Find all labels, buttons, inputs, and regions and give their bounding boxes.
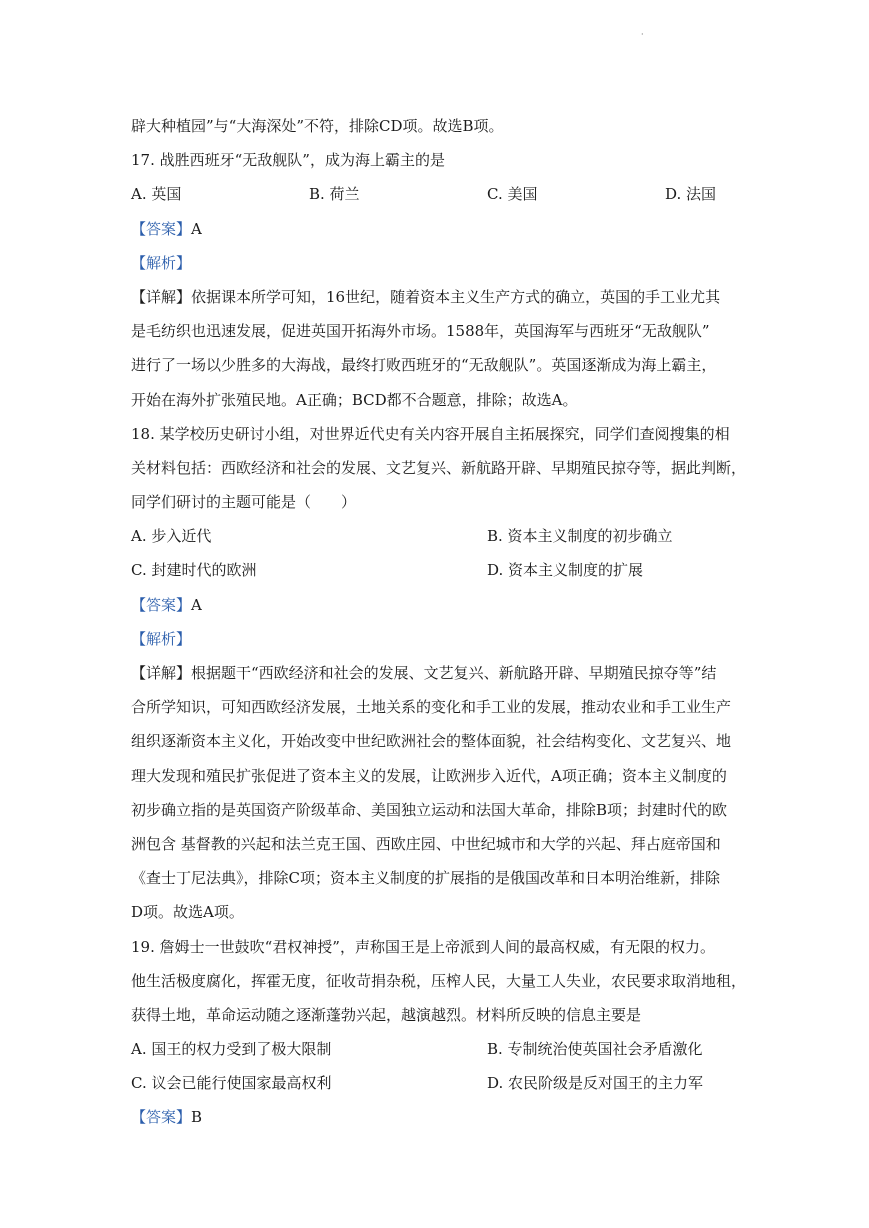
option-d: D. 农民阶级是反对国王的主力军 (487, 1074, 704, 1093)
question-19-options-row (131, 1066, 741, 1100)
question-17-options (131, 177, 741, 211)
question-17-detail-line (131, 280, 741, 314)
question-19-stem-line: 他生活极度腐化，挥霍无度，征收苛捐杂税，压榨人民，大量工人失业，农民要求取消地租， (131, 971, 747, 990)
option-c: C. 封建时代的欧洲 (131, 561, 257, 580)
question-18-detail-line: 初步确立指的是英国资产阶级革命、美国独立运动和法国大革命，排除B项；封建时代的欧 (131, 800, 728, 819)
question-18-detail-line: 合所学知识，可知西欧经济发展，土地关系的变化和手工业的发展，推动农业和手工业生产 (131, 698, 732, 717)
option-d: D. 法国 (665, 185, 717, 204)
question-18-options-row (131, 553, 741, 587)
analysis-tag: 【解析】 (131, 629, 192, 648)
question-19-stem-line: 19. 詹姆士一世鼓吹“君权神授”，声称国王是上帝派到人间的最高权威，有无限的权力。 (131, 937, 715, 956)
question-18-detail-line: 理大发现和殖民扩张促进了资本主义的发展，让欧洲步入近代，A项正确；资本主义制度的 (131, 766, 727, 785)
question-17-detail-line: 开始在海外扩张殖民地。A正确；BCD都不合题意，排除；故选A。 (131, 390, 578, 409)
answer-tag: 【答案】 (131, 219, 192, 238)
analysis-tag: 【解析】 (131, 253, 192, 272)
detail-tag: 【详解】 (131, 287, 192, 306)
question-18-answer (131, 588, 741, 622)
option-a: A. 步入近代 (131, 527, 212, 546)
question-18-detail-line: 洲包含 基督教的兴起和法兰克王国、西欧庄园、中世纪城市和大学的兴起、拜占庭帝国和 (131, 834, 721, 853)
answer-value: A (191, 595, 202, 614)
question-17-detail-line: 进行了一场以少胜多的大海战，最终打败西班牙的“无敌舰队”。英国逐渐成为海上霸主， (131, 356, 717, 375)
option-a: A. 英国 (131, 185, 182, 204)
question-17-detail-line: 是毛纺织也迅速发展，促进英国开拓海外市场。1588年，英国海军与西班牙“无敌舰队” (131, 322, 710, 341)
question-19-stem-line: 获得土地，革命运动随之逐渐蓬勃兴起，越演越烈。材料所反映的信息主要是 (131, 1005, 642, 1024)
answer-value: B (191, 1108, 203, 1127)
document-content (131, 109, 747, 1135)
answer-tag: 【答案】 (131, 1108, 192, 1127)
question-17-answer (131, 212, 741, 246)
question-17-analysis (131, 246, 741, 280)
detail-tag: 【详解】 (131, 664, 192, 682)
question-18-detail-line: 《查士丁尼法典》，排除C项；资本主义制度的扩展指的是俄国改革和日本明治维新，排除 (131, 869, 720, 888)
question-18-detail-line: 组织逐渐资本主义化，开始改变中世纪欧洲社会的整体面貌，社会结构变化、文艺复兴、地 (131, 732, 732, 751)
option-b: B. 荷兰 (309, 185, 360, 204)
question-18-detail-line (131, 656, 741, 690)
question-18-detail-line: D项。故选A项。 (131, 903, 244, 922)
detail-text: 依据课本所学可知，16世纪，随着资本主义生产方式的确立，英国的手工业尤其 (191, 287, 721, 306)
page-mark: · (641, 30, 644, 39)
option-c: C. 议会已能行使国家最高权利 (131, 1074, 332, 1093)
option-a: A. 国王的权力受到了极大限制 (131, 1040, 332, 1059)
question-19-options-row (131, 1032, 741, 1066)
option-d: D. 资本主义制度的扩展 (487, 561, 644, 580)
answer-value: A (191, 219, 202, 238)
question-18-options-row (131, 519, 741, 553)
answer-tag: 【答案】 (131, 595, 192, 614)
question-18-stem-line: 18. 某学校历史研讨小组，对世界近代史有关内容开展自主拓展探究，同学们查阅搜集的相 (131, 424, 730, 443)
text-line: 辟大种植园”与“大海深处”不符，排除CD项。故选B项。 (131, 117, 504, 135)
question-18-analysis (131, 622, 741, 656)
question-18-stem-line: 关材料包括：西欧经济和社会的发展、文艺复兴、新航路开辟、早期殖民掠夺等，据此判断， (131, 458, 747, 477)
question-19-answer (131, 1100, 741, 1134)
detail-text: 根据题干“西欧经济和社会的发展、文艺复兴、新航路开辟、早期殖民掠夺等”结 (191, 664, 717, 682)
question-17-stem: 17. 战胜西班牙“无敌舰队”，成为海上霸主的是 (131, 151, 445, 170)
option-c: C. 美国 (487, 185, 538, 204)
option-b: B. 专制统治使英国社会矛盾激化 (487, 1040, 703, 1059)
question-18-stem-line: 同学们研讨的主题可能是（ ） (131, 493, 357, 512)
option-b: B. 资本主义制度的初步确立 (487, 527, 673, 546)
